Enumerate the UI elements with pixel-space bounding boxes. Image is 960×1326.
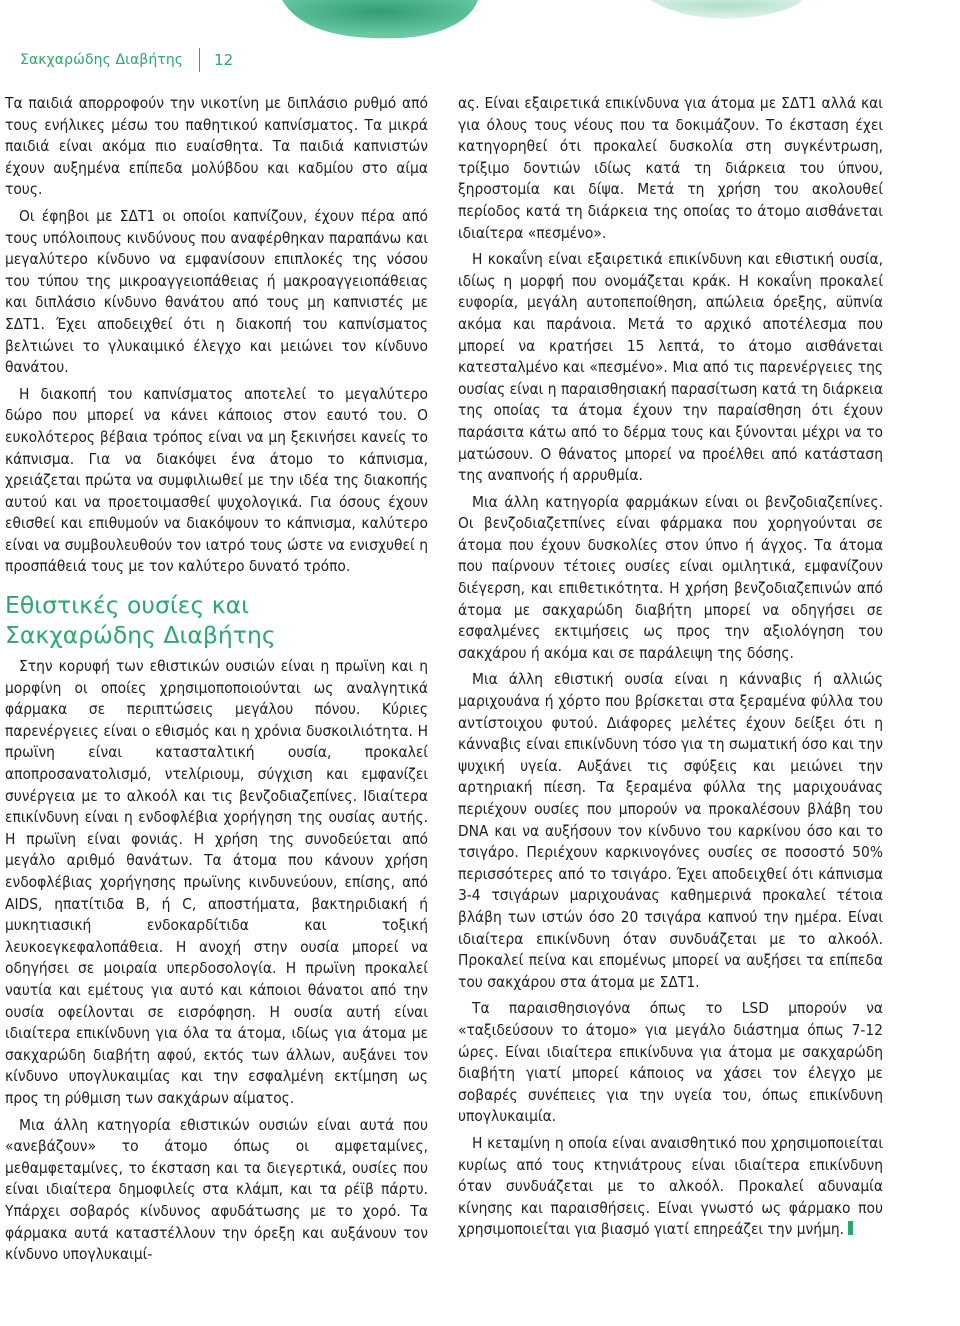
paragraph: Τα παραισθησιογόνα όπως το LSD μπορούν να «ταξιδεύσουν το άτομο» για μεγάλο διάστημα όπως 7-12 ώρες. Είναι ιδιαίτερα επικίνδυνα για άτομα με σακχαρώδη διαβήτη γιατί μπορεί κάποιος να χάσει τον έλεγχο με σοβαρές συνέπειες για την υγεία του, όπως επικίνδυνη υπογλυκαιμία. [458,999,883,1126]
paragraph-text: Η κεταμίνη η οποία είναι αναισθητικό που χρησιμοποιείται κυρίως από τους κτηνιάτρους είναι ιδιαίτερα επικίνδυνη όταν συνδυάζεται με το αλκοόλ. Προκαλεί αδυναμία κίνησης και παραισθήσεις. Είναι γνωστό ως φάρμακο που χρησιμοποιείται για βιασμό γιατί επηρεάζει την μνήμη. [458,1133,883,1239]
paragraph: Τα παιδιά απορροφούν την νικοτίνη με διπλάσιο ρυθμό από τους ενήλικες μέσω του παθητικού καπνίσματος. Τα μικρά παιδιά είναι ακόμα πιο ευαίσθητα. Τα παιδιά καπνιστών έχουν αυξημένα επίπεδα μολύβδου και καδμίου στο αίμα τους. [5,94,428,199]
running-title: Σακχαρώδης Διαβήτης [20,52,184,68]
header-divider [199,48,200,72]
paragraph: Οι έφηβοι με ΣΔΤ1 οι οποίοι καπνίζουν, έχουν πέρα από τους υπόλοιπους κινδύνους που αναφέρθηκαν παραπάνω και μεγαλύτερο κίνδυνο να εμφανίσουν επιπλοκές της νόσου του τύπου της μικροαγγειοπάθειας ή μακροαγγειοπάθειας και διπλάσιο κίνδυνο θανάτου από τους μη καπνιστές με ΣΔΤ1. Έχει αποδειχθεί ότι η διακοπή του καπνίσματος βελτιώνει το γλυκαιμικό έλεγχο και μειώνει τον κίνδυνο θανάτου. [5,206,428,377]
paragraph: Μια άλλη εθιστική ουσία είναι η κάνναβις ή αλλιώς μαριχουάνα ή χόρτο που βρίσκεται στα ξεραμένα φύλλα του αντίστοιχου φυτού. Διάφορες μελέτες έχουν δείξει ότι η κάνναβις είναι επικίνδυνη τόσο για τη σωματική όσο και την ψυχική υγεία. Αυξάνει τις σφύξεις και μειώνει την αρτηριακή πίεση. Τα ξεραμένα φύλλα της μαριχουάνας περιέχουν ουσίες που μπορούν να προκαλέσουν βλάβη του DNA και να αυξήσουν τον κίνδυνο του καρκίνου όσο και το τσιγάρο. Περιέχουν καρκινογόνες ουσίες σε ποσοστό 50% περισσότερες από το τσιγάρο. Έχει αποδειχθεί ότι κάπνισμα 3-4 τσιγάρων μαριχουάνας καθημερινά προκαλεί τέτοια βλάβη των ιστών όσο 20 τσιγάρα καπνού την ημέρα. Είναι ιδιαίτερα επικίνδυνη όταν συνδυάζεται με το αλκοόλ. Προκαλεί πείνα και επομένως μπορεί να αυξήσει τα επίπεδα του σακχάρου στα άτομα με ΣΔΤ1. [458,670,883,991]
paragraph-last [458,1133,883,1241]
paragraph: ας. Είναι εξαιρετικά επικίνδυνα για άτομα με ΣΔΤ1 αλλά και για όλους τους νέους που τα δοκιμάζουν. Το έκσταση έχει κατηγορηθεί ότι προκαλεί δυσκολία στη συγκέντρωση, τρίξιμο δοντιών ιδίως κατά τη διάρκεια του ύπνου, ξηροστομία και δίψα. Μετά τη χρήση του ακολουθεί περίοδος κατά τη διάρκεια της οποίας το άτομο αισθάνεται ιδιαίτερα «πεσμένο». [458,94,883,242]
section-heading-line-1: Εθιστικές ουσίες και [5,591,250,620]
paragraph: Μια άλλη κατηγορία φαρμάκων είναι οι βενζοδιαζεπίνες. Οι βενζοδιαζετπίνες είναι φάρμακα που χορηγούνται σε άτομα που έχουν δυσκολίες στον ύπνο ή άγχος. Τα άτομα που παίρνουν τέτοιες ουσίες είναι ομιλητικά, εμφανίζουν διέγερση, και επιθετικότητα. Η χρήση βενζοδιαζεπινών από άτομα με σακχαρώδη διαβήτη μπορεί να οδηγήσει σε εσφαλμένες εκτιμήσεις ως προς την αξιολόγηση του σακχάρου ή ακόμα και σε παράλειψη της δόσης. [458,492,883,662]
left-column [5,93,428,1323]
paragraph: Η κοκαΐνη είναι εξαιρετικά επικίνδυνη και εθιστική ουσία, ιδίως η μορφή που ονομάζεται κράκ. Η κοκαΐνη προκαλεί ευφορία, μεγάλη αυτοπεποίθηση, απώλεια όρεξης, αϋπνία ακόμα και παράνοια. Μετά το αρχικό αποτέλεσμα που μπορεί να κρατήσει 15 λεπτά, το άτομο αισθάνεται κατεσταλμένο και «πεσμένο». Μια από τις παρενέργειες της ουσίας είναι η παραισθησιακή παρασίτωση κατά τη διάρκεια της οποίας τα άτομα έχουν την παραίσθηση ότι έχουν παράσιτα κάτω από το δέρμα τους και ξύνονται μέχρι να το ματώσουν. Ο θάνατος μπορεί να προέλθει από κατάσταση της αναπνοής ή αρρυθμία. [458,250,883,485]
paragraph: Στην κορυφή των εθιστικών ουσιών είναι η πρωϊνη και η μορφίνη οι οποίες χρησιμοποποιούνται ως αναλγητικά φάρμακα σε περιπτώσεις μεγάλου πόνου. Κύριες παρενέργειες είναι ο εθισμός και η χρόνια δυσκοιλιότητα. Η πρωϊνη είναι κατασταλτική ουσία, προκαλεί αποπροσανατολισμό, ντελίριουμ, σύγχιση και εμφανίζει συνέργεια με το αλκοόλ και τις βενζοδιαζεπίνες. Ιδιαίτερα επικίνδυνη είναι η ενδοφλέβια χορήγηση της ουσίας αυτής. Η πρωϊνη είναι φονιάς. Η χρήση της συνοδεύεται από μεγάλο αριθμό θανάτων. Τα άτομα που κάνουν χρήση ενδοφλέβιας χορήγησης πρωϊνης κινδυνεύουν, επίσης, από AIDS, ηπατίτιδα Β, ή C, αποστήματα, βακτηριδιακή ή μυκητιασική ενδοκαρδίτιδα και τοξική λευκοεγκεφαλοπάθεια. Η ανοχή στην ουσία μπορεί να οδηγήσει σε μοιραία υπερδοσολογία. Η πρωϊνη προκαλεί ναυτία και εμέτους για αυτό και κάποιοι θάνατοι από την ουσία οφείλονται σε εισρόφηση. Η ουσία αυτή είναι ιδιαίτερα επικίνδυνη για όλα τα άτομα, ιδίως για άτομα με σακχαρώδη διαβήτη αφού, εκτός των άλλων, αυξάνει τον κίνδυνο υπογλυκαιμίας και την εσφαλμένη εκτίμηση ως προς τη ρύθμιση των σακχάρων αίματος. [5,657,428,1107]
paragraph: Μια άλλη κατηγορία εθιστικών ουσιών είναι αυτά που «ανεβάζουν» το άτομο όπως οι αμφεταμίνες, μεθαμφεταμίνες, το έκσταση και τα διεγερτικά, ουσίες που είναι ιδιαίτερα δημοφιλείς στα κλάμπ, και τα ρέϊβ πάρτυ. Υπάρχει σοβαρός κίνδυνος αφυδάτωσης με το χορό. Τα φάρμακα αυτά καταστέλλουν την όρεξη και αυξάνουν τον κίνδυνο υπογλυκαιμί- [5,1115,428,1264]
right-column [458,93,883,1323]
page-header [20,47,233,73]
section-heading [5,590,428,650]
page-number: 12 [214,51,234,69]
paragraph: Η διακοπή του καπνίσματος αποτελεί το μεγαλύτερο δώρο που μπορεί να κάνει κάποιος στον εαυτό του. Ο ευκολότερος βέβαια τρόπος είναι να μη ξεκινήσει κανείς το κάπνισμα. Για να διακόψει ένα άτομο το κάπνισμα, χρειάζεται πρώτα να συμφιλιωθεί με την ιδέα της διακοπής αυτού και να προετοιμασθεί ψυχολογικά. Για όσους έχουν εθισθεί και επιθυμούν να διακόψουν το κάπνισμα, καλύτερο είναι να συμβουλευθούν τον ιατρό τους ώστε να ενισχυθεί η προσπάθειά τους με τον καλύτερο δυνατό τρόπο. [5,384,428,576]
section-heading-line-2: Σακχαρώδης Διαβήτης [5,621,276,650]
end-of-article-mark [848,1221,853,1235]
